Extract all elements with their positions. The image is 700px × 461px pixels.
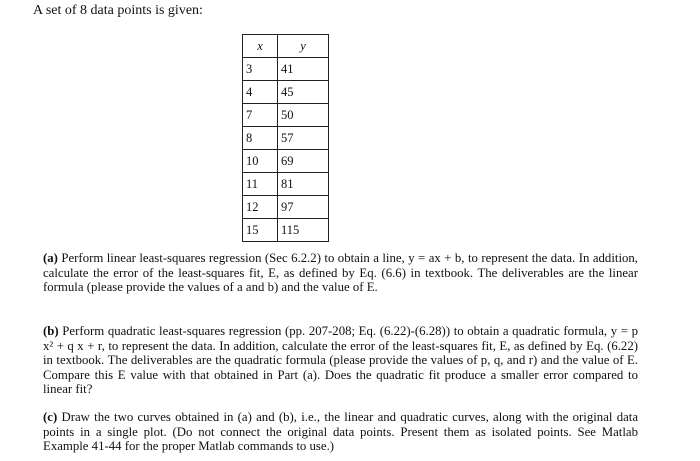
- cell-x: 15: [243, 219, 278, 242]
- table-header-row: [243, 35, 329, 58]
- part-b-text: Perform quadratic least-squares regression (pp. 207-208; Eq. (6.22)-(6.28)) to obtain a quadratic formula, y = p x² + q x + r, to represent the data. In addition, calculate the error of the least-squares fit, E, as defined by Eq. (6.22) in textbook. The deliverables are the quadratic formula (please provide the values of p, q, and r) and the value of E. Compare this E value with that obtained in Part (a). Does the quadratic fit produce a smaller error compared to linear fit?: [43, 324, 638, 396]
- cell-y: 41: [278, 58, 329, 81]
- table-row: [243, 219, 329, 242]
- cell-y: 69: [278, 150, 329, 173]
- table-row: [243, 173, 329, 196]
- part-b-paragraph: [43, 324, 638, 397]
- data-table: [242, 34, 329, 242]
- part-c-paragraph: [43, 410, 638, 454]
- part-a-paragraph: [43, 251, 638, 295]
- cell-x: 12: [243, 196, 278, 219]
- cell-y: 50: [278, 104, 329, 127]
- part-b-label: (b): [43, 324, 59, 338]
- column-header-x: x: [243, 35, 278, 58]
- column-header-y: y: [278, 35, 329, 58]
- intro-text: A set of 8 data points is given:: [33, 3, 203, 18]
- table-row: [243, 150, 329, 173]
- part-c-text: Draw the two curves obtained in (a) and (b), i.e., the linear and quadratic curves, along with the original data points in a single plot. (Do not connect the original data points. Present them as isolated points. See Matlab Example 41-44 for the proper Matlab commands to use.): [43, 410, 639, 453]
- part-c-label: (c): [43, 410, 58, 424]
- cell-y: 45: [278, 81, 329, 104]
- cell-y: 81: [278, 173, 329, 196]
- cell-y: 115: [278, 219, 329, 242]
- cell-x: 4: [243, 81, 278, 104]
- table-row: [243, 104, 329, 127]
- table-row: [243, 58, 329, 81]
- cell-y: 97: [278, 196, 329, 219]
- cell-x: 7: [243, 104, 278, 127]
- table-row: [243, 127, 329, 150]
- table-row: [243, 196, 329, 219]
- table-row: [243, 81, 329, 104]
- cell-x: 11: [243, 173, 278, 196]
- cell-x: 10: [243, 150, 278, 173]
- cell-y: 57: [278, 127, 329, 150]
- cell-x: 3: [243, 58, 278, 81]
- part-a-label: (a): [43, 251, 58, 265]
- cell-x: 8: [243, 127, 278, 150]
- part-a-text: Perform linear least-squares regression (Sec 6.2.2) to obtain a line, y = ax + b, to represent the data. In addition, calculate the error of the least-squares fit, E, as defined by Eq. (6.6) in textbook. The deliverables are the linear formula (please provide the values of a and b) and the value of E.: [43, 251, 638, 294]
